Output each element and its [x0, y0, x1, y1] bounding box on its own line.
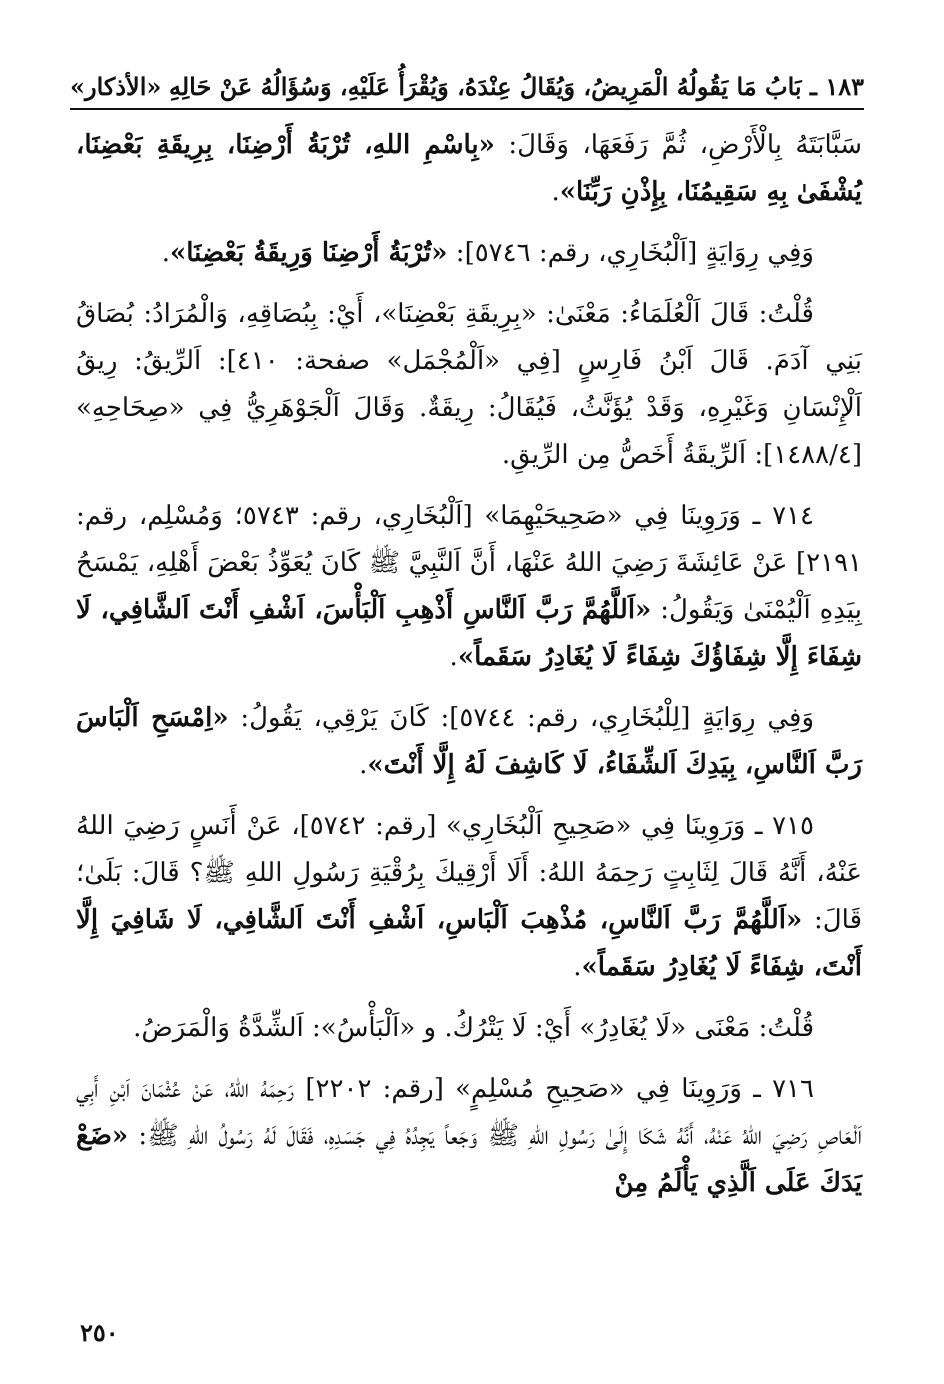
chapter-title: ١٨٣ ـ بَابُ مَا يَقُولُهُ الْمَرِيضُ، وَيُقَالُ عِنْدَهُ، وَيُقْرَأُ عَلَيْهِ، وَسُؤَالُهُ عَنْ حَالِهِ [169, 71, 864, 101]
paragraph: ٧١٥ ـ وَرَوِينَا فِي «صَحِيحِ اَلْبُخَارِي» [رقم: ٥٧٤٢]، عَنْ أَنَسٍ رَضِيَ اللهُ عَنْهُ، أَنَّهُ قَالَ لِثَابِتٍ رَحِمَهُ اللهُ: أَلَا أَرْقِيكَ بِرُقْيَةِ رَسُولِ اللهِ ﷺ؟ قَالَ: بَلَىٰ؛ قَالَ: «اَللَّهُمَّ رَبَّ اَلنَّاسِ، مُذْهِبَ اَلْبَاسِ، اَشْفِ أَنْتَ اَلشَّافِي، لَا شَافِيَ إِلَّا أَنْتَ، شِفَاءً لَا يُغَادِرُ سَقَماً». [76, 811, 862, 982]
paragraph: قُلْتُ: مَعْنَى «لَا يُغَادِرُ» أَيْ: لَا يَتْرُكُ. و «اَلْبَأْسُ»: اَلشِّدَّةُ وَالْمَرَضُ. [133, 1013, 814, 1043]
paragraph: ٧١٤ ـ وَرَوِينَا فِي «صَحِيحَيْهِمَا» [اَلْبُخَارِي، رقم: ٥٧٤٣؛ وَمُسْلِم، رقم: ٢١٩١] عَنْ عَائِشَةَ رَضِيَ اللهُ عَنْهَا، أَنَّ اَلنَّبِيَّ ﷺ كَانَ يُعَوِّذُ بَعْضَ أَهْلِهِ، يَمْسَحُ بِيَدِهِ اَلْيُمْنَىٰ وَيَقُولُ: «اَللَّهُمَّ رَبَّ اَلنَّاسِ أَذْهِبِ اَلْبَأْسَ، اَشْفِ أَنْتَ اَلشَّافِي، لَا شِفَاءَ إِلَّا شِفَاؤُكَ شِفَاءً لَا يُغَادِرُ سَقَماً». [76, 501, 863, 672]
paragraph: وَفِي رِوَايَةٍ [اَلْبُخَارِي، رقم: ٥٧٤٦]: «تُرْبَةُ أَرْضِنَا وَرِيقَةُ بَعْضِنَا». [161, 238, 814, 268]
text-body [76, 122, 862, 1221]
paragraph: ٧١٦ ـ وَرَوِينَا فِي «صَحِيحِ مُسْلِمٍ» [رقم: ٢٢٠٢] رَحِمَهُ اللهُ، عَنْ عُثْمَانَ اَبْنِ أَبِي اَلْعَاصِ رَضِيَ اللهُ عَنْهُ، أَنَّهُ شَكَا إِلَىٰ رَسُولِ اللهِ ﷺ وَجَعاً يَجِدُهُ فِي جَسَدِهِ، فَقَالَ لَهُ رَسُولُ اللهِ ﷺ: «ضَعْ يَدَكَ عَلَى اَلَّذِي يَأْلَمُ مِنْ [76, 1074, 862, 1198]
page-number: ٢٥٠ [80, 1318, 119, 1347]
paragraph: وَفِي رِوَايَةٍ [لِلْبُخَارِي، رقم: ٥٧٤٤]: كَانَ يَرْقِي، يَقُولُ: «اِمْسَحِ اَلْبَاسَ رَبَّ اَلنَّاسِ، بِيَدِكَ اَلشِّفَاءُ، لَا كَاشِفَ لَهُ إِلَّا أَنْتَ». [76, 703, 862, 780]
running-header [70, 64, 864, 110]
book-title: «الأذكار» [70, 71, 162, 101]
paragraph: سَبَّابَتَهُ بِالْأَرْضِ، ثُمَّ رَفَعَهَا، وَقَالَ: «بِاسْمِ اللهِ، تُرْبَةُ أَرْضِنَا، بِرِيقَةِ بَعْضِنَا، يُشْفَىٰ بِهِ سَقِيمُنَا، بِإِذْنِ رَبِّنَا». [76, 130, 863, 207]
paragraph: قُلْتُ: قَالَ اَلْعُلَمَاءُ: مَعْنَىٰ: «بِرِيقَةِ بَعْضِنَا»، أَيْ: بِبُصَاقِهِ، وَالْمُرَادُ: بُصَاقُ بَنِي آدَمَ. قَالَ اَبْنُ فَارِسٍ [فِي «اَلْمُجْمَل» صفحة: ٤١٠]: اَلرِّيقُ: رِيقُ اَلْإِنْسَانِ وَغَيْرِهِ، وَقَدْ يُؤَنَّثُ، فَيُقَالُ: رِيقَةٌ. وَقَالَ اَلْجَوْهَرِيُّ فِي «صِحَاحِهِ» [١٤٨٨/٤]: اَلرِّيقَةُ أَخَصُّ مِن الرِّيقِ. [76, 299, 862, 470]
